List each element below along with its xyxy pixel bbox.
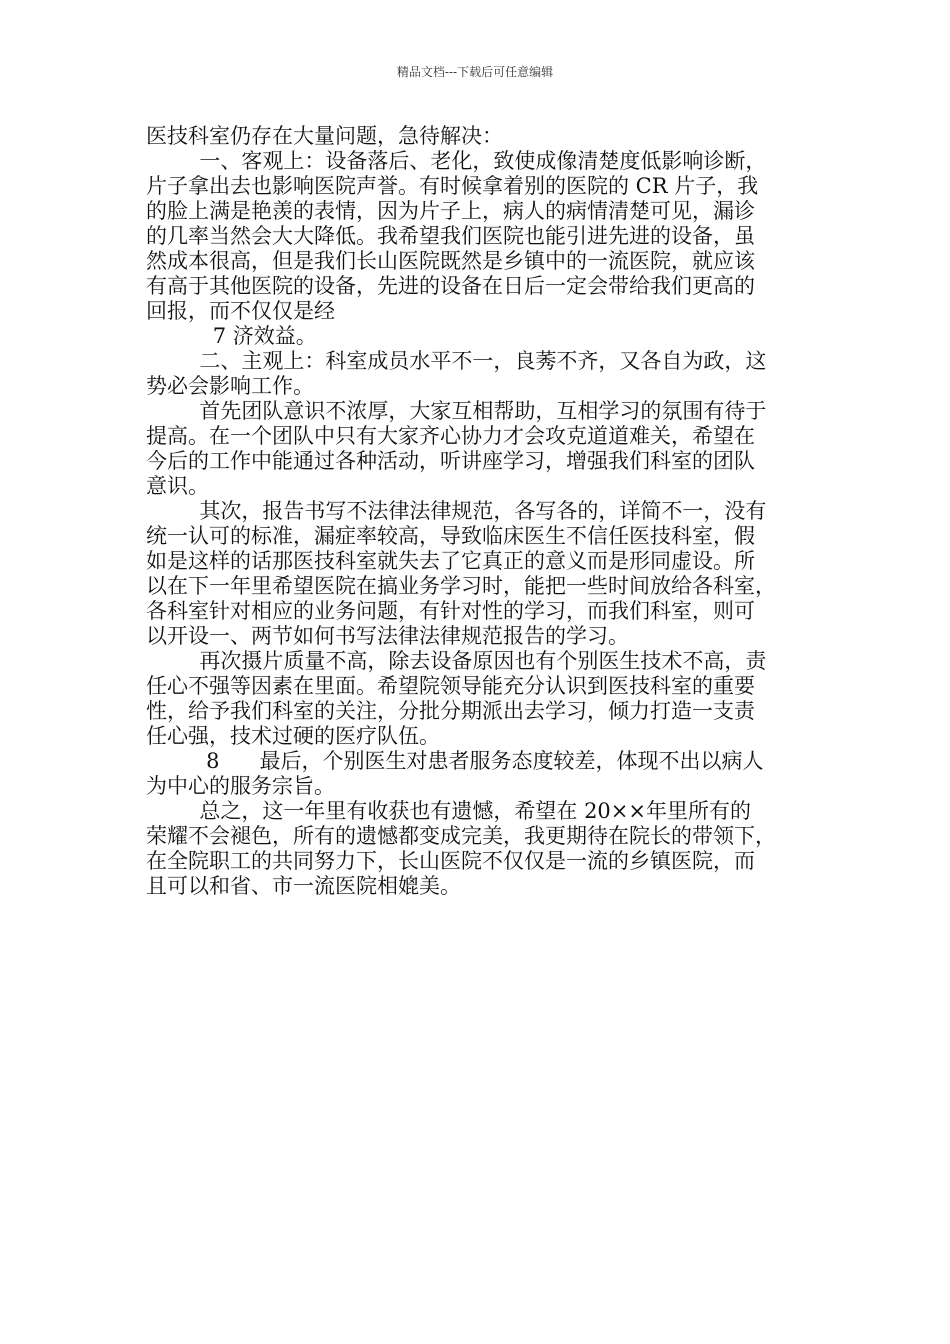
- text-line: 二、主观上：科室成员水平不一，良莠不齐，又各自为政，这: [146, 349, 767, 373]
- text-line: 回报，而不仅仅是经: [146, 299, 335, 323]
- text-line: 今后的工作中能通过各种活动，听讲座学习，增强我们科室的团队: [146, 449, 755, 473]
- text-line: 有高于其他医院的设备，先进的设备在日后一定会带给我们更高的: [146, 274, 755, 298]
- text-line: 任心强，技术过硬的医疗队伍。: [146, 724, 440, 748]
- text-line: 以开设一、两节如何书写法律法律规范报告的学习。: [146, 624, 629, 648]
- text-line: 如是这样的话那医技科室就失去了它真正的意义而是形同虚设。所: [146, 549, 755, 573]
- text-line: 然成本很高，但是我们长山医院既然是乡镇中的一流医院，就应该: [146, 249, 755, 273]
- text-line: 各科室针对相应的业务问题，有针对性的学习，而我们科室，则可: [146, 599, 755, 623]
- text-line: 任心不强等因素在里面。希望院领导能充分认识到医技科室的重要: [146, 674, 755, 698]
- text-line: 医技科室仍存在大量问题，急待解决：: [146, 124, 503, 148]
- text-line: 性，给予我们科室的关注，分批分期派出去学习，倾力打造一支责: [146, 699, 755, 723]
- text-line: 7 济效益。: [146, 324, 317, 348]
- text-line: 在全院职工的共同努力下，长山医院不仅仅是一流的乡镇医院，而: [146, 849, 755, 873]
- text-line: 势必会影响工作。: [146, 374, 314, 398]
- text-line: 8 最后，个别医生对患者服务态度较差，体现不出以病人: [146, 749, 764, 773]
- text-line: 一、客观上：设备落后、老化，致使成像清楚度低影响诊断，: [146, 149, 767, 173]
- text-line: 其次，报告书写不法律法律规范，各写各的，详简不一，没有: [146, 499, 767, 523]
- text-line: 荣耀不会褪色，所有的遗憾都变成完美，我更期待在院长的带领下，: [146, 824, 776, 848]
- text-line: 的几率当然会大大降低。我希望我们医院也能引进先进的设备，虽: [146, 224, 755, 248]
- text-line: 总之，这一年里有收获也有遗憾，希望在 20××年里所有的: [146, 799, 751, 823]
- text-line: 以在下一年里希望医院在搞业务学习时，能把一些时间放给各科室，: [146, 574, 776, 598]
- text-line: 片子拿出去也影响医院声誉。有时候拿着别的医院的 CR 片子，我: [146, 174, 759, 198]
- page-header: 精品文档---下载后可任意编辑: [396, 65, 554, 79]
- text-line: 提高。在一个团队中只有大家齐心协力才会攻克道道难关，希望在: [146, 424, 755, 448]
- text-line: 为中心的服务宗旨。: [146, 774, 335, 798]
- text-line: 再次摄片质量不高，除去设备原因也有个别医生技术不高，责: [146, 649, 767, 673]
- text-line: 意识。: [146, 474, 209, 498]
- text-line: 的脸上满是艳羡的表情，因为片子上，病人的病情清楚可见，漏诊: [146, 199, 755, 223]
- text-line: 且可以和省、市一流医院相媲美。: [146, 874, 461, 898]
- text-line: 首先团队意识不浓厚，大家互相帮助，互相学习的氛围有待于: [146, 399, 767, 423]
- text-line: 统一认可的标准，漏症率较高，导致临床医生不信任医技科室，假: [146, 524, 755, 548]
- document-body: [146, 124, 810, 899]
